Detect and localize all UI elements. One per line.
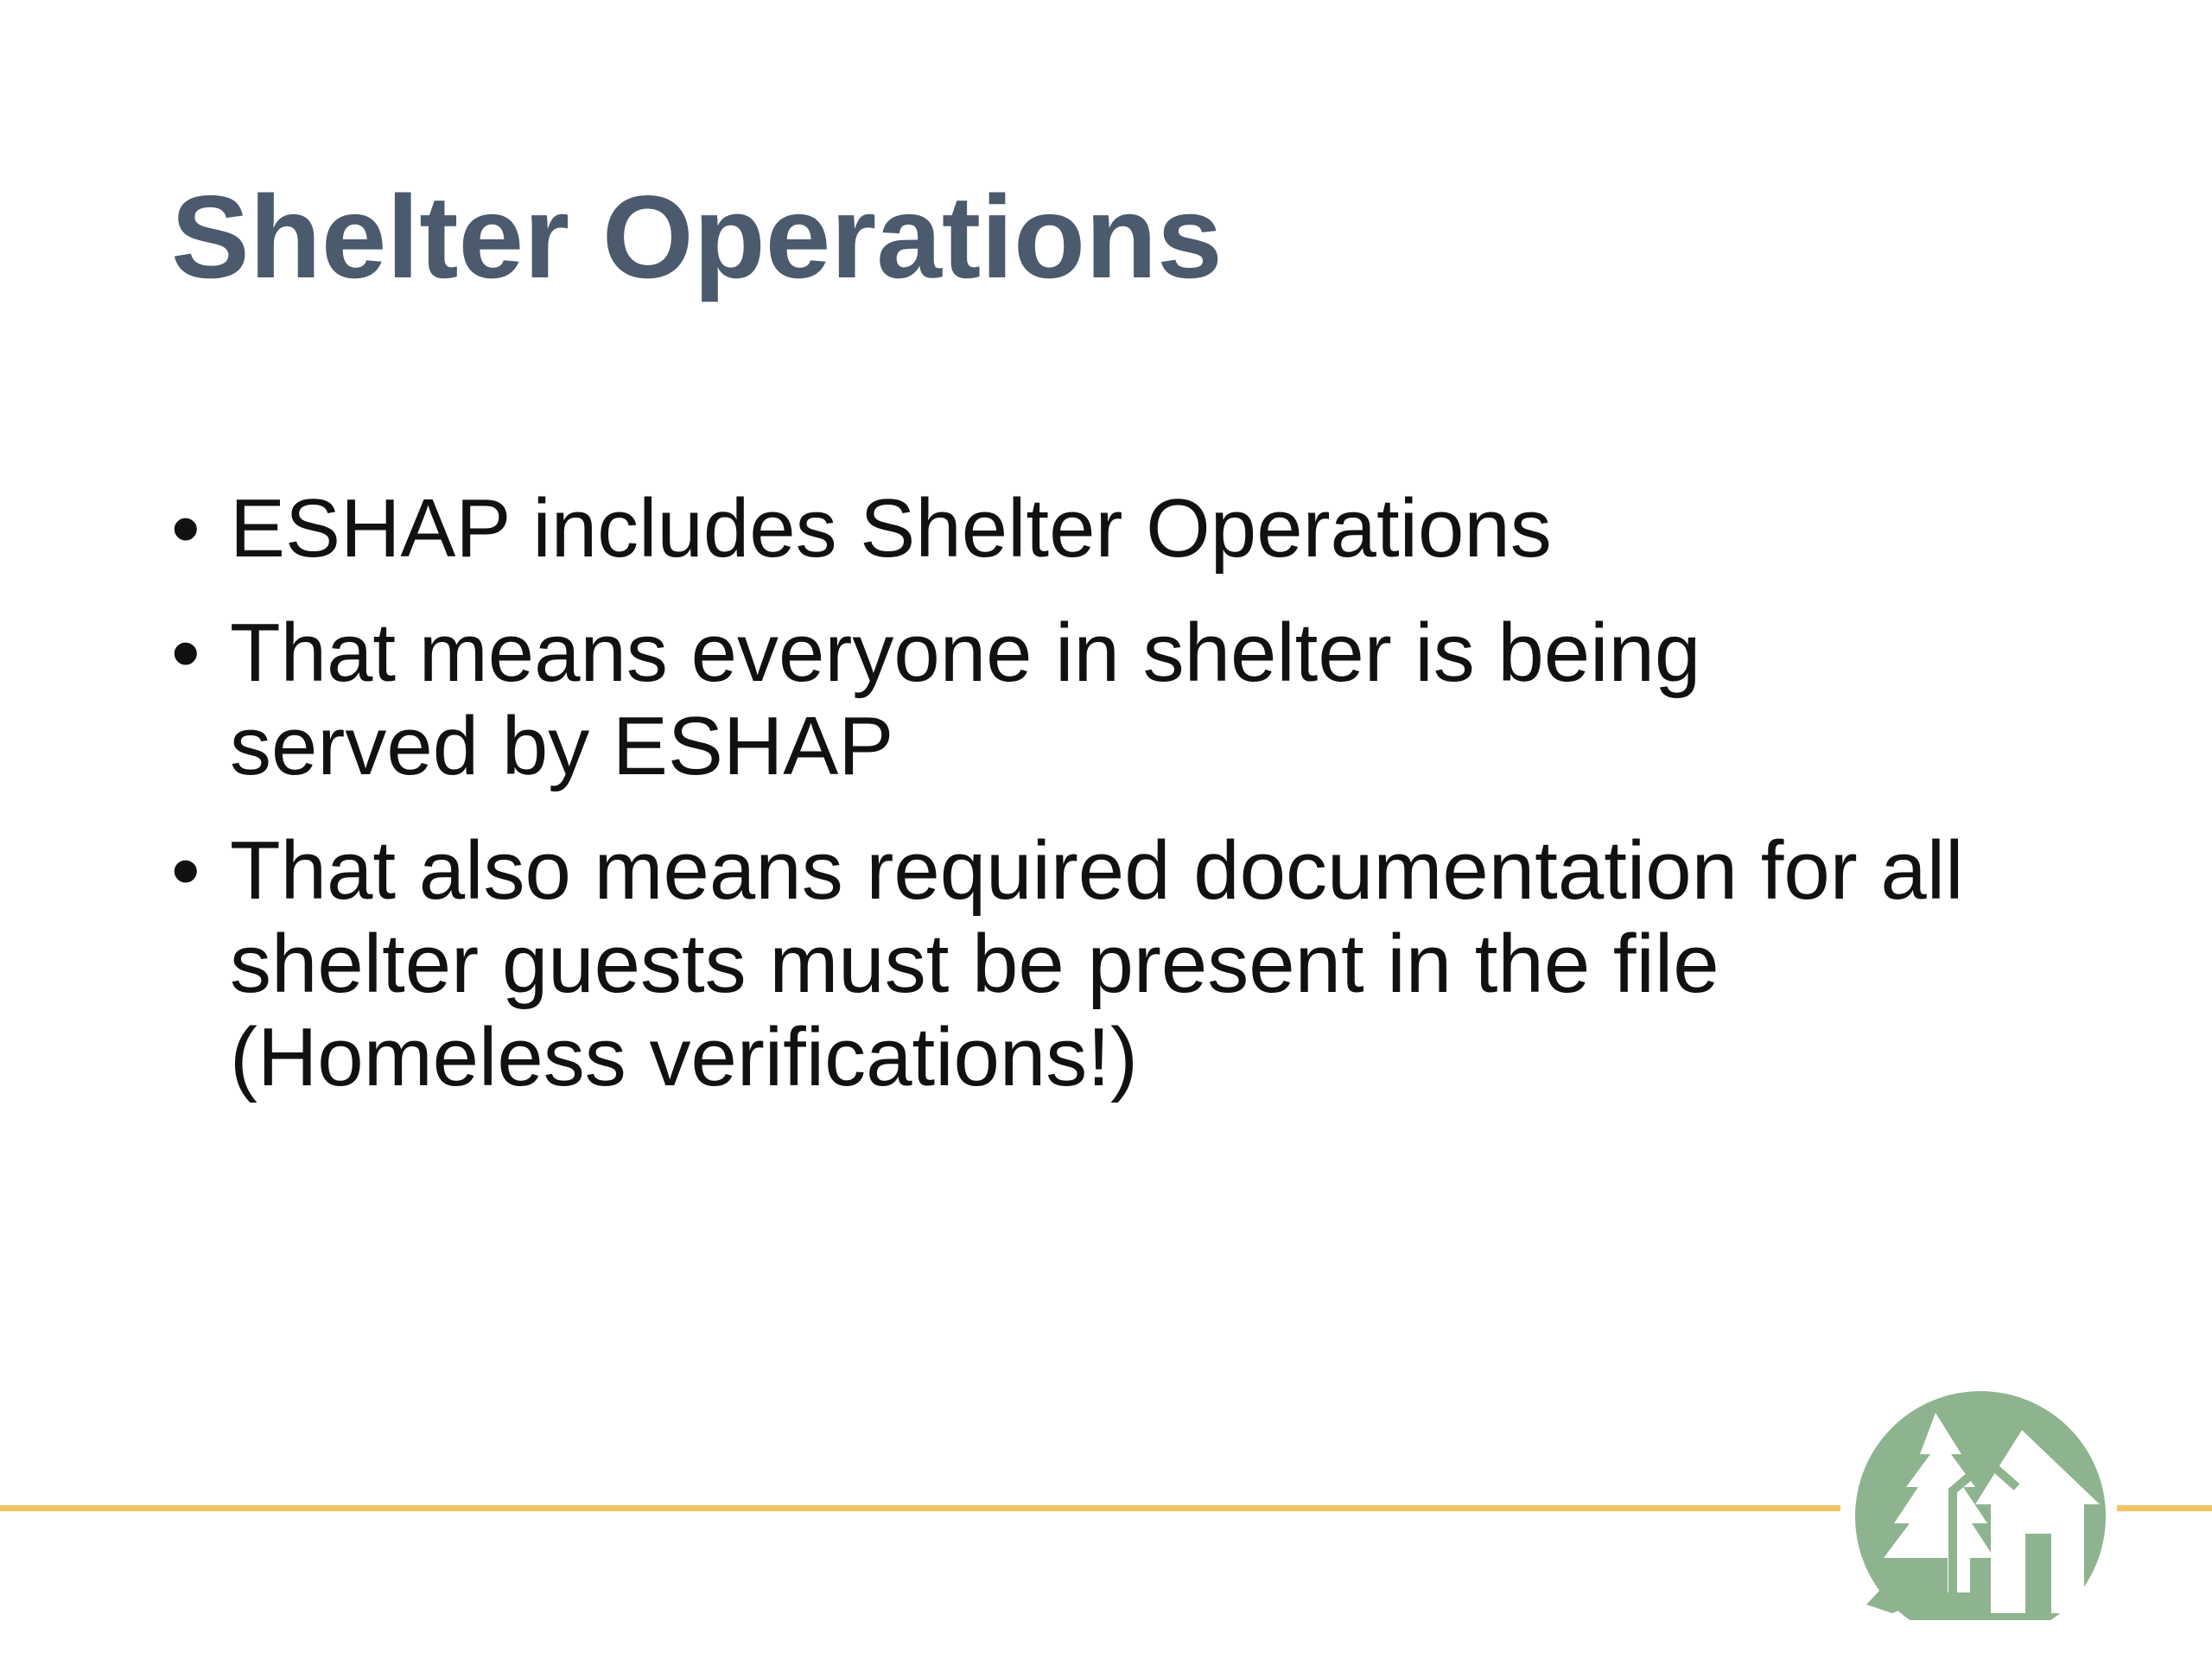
bullet-line: shelter guests must be present in the file	[230, 918, 1719, 1010]
bullet-line: ESHAP includes Shelter Operations	[230, 482, 1552, 575]
tree-house-logo-icon	[1840, 1387, 2117, 1620]
bullet-item	[171, 607, 2072, 793]
bullet-marker: •	[171, 482, 200, 575]
bullet-line: served by ESHAP	[230, 700, 894, 792]
bullet-item	[171, 824, 2072, 1104]
bullet-line: That also means required documentation for all	[230, 824, 1964, 917]
slide-title: Shelter Operations	[171, 171, 1223, 302]
bullet-item	[171, 482, 2072, 575]
bullet-marker: •	[171, 824, 200, 917]
bullet-line: That means everyone in shelter is being	[230, 607, 1701, 699]
bullet-list	[171, 482, 2072, 1135]
bullet-line: (Homeless verifications!)	[230, 1011, 1138, 1103]
bullet-marker: •	[171, 607, 200, 699]
